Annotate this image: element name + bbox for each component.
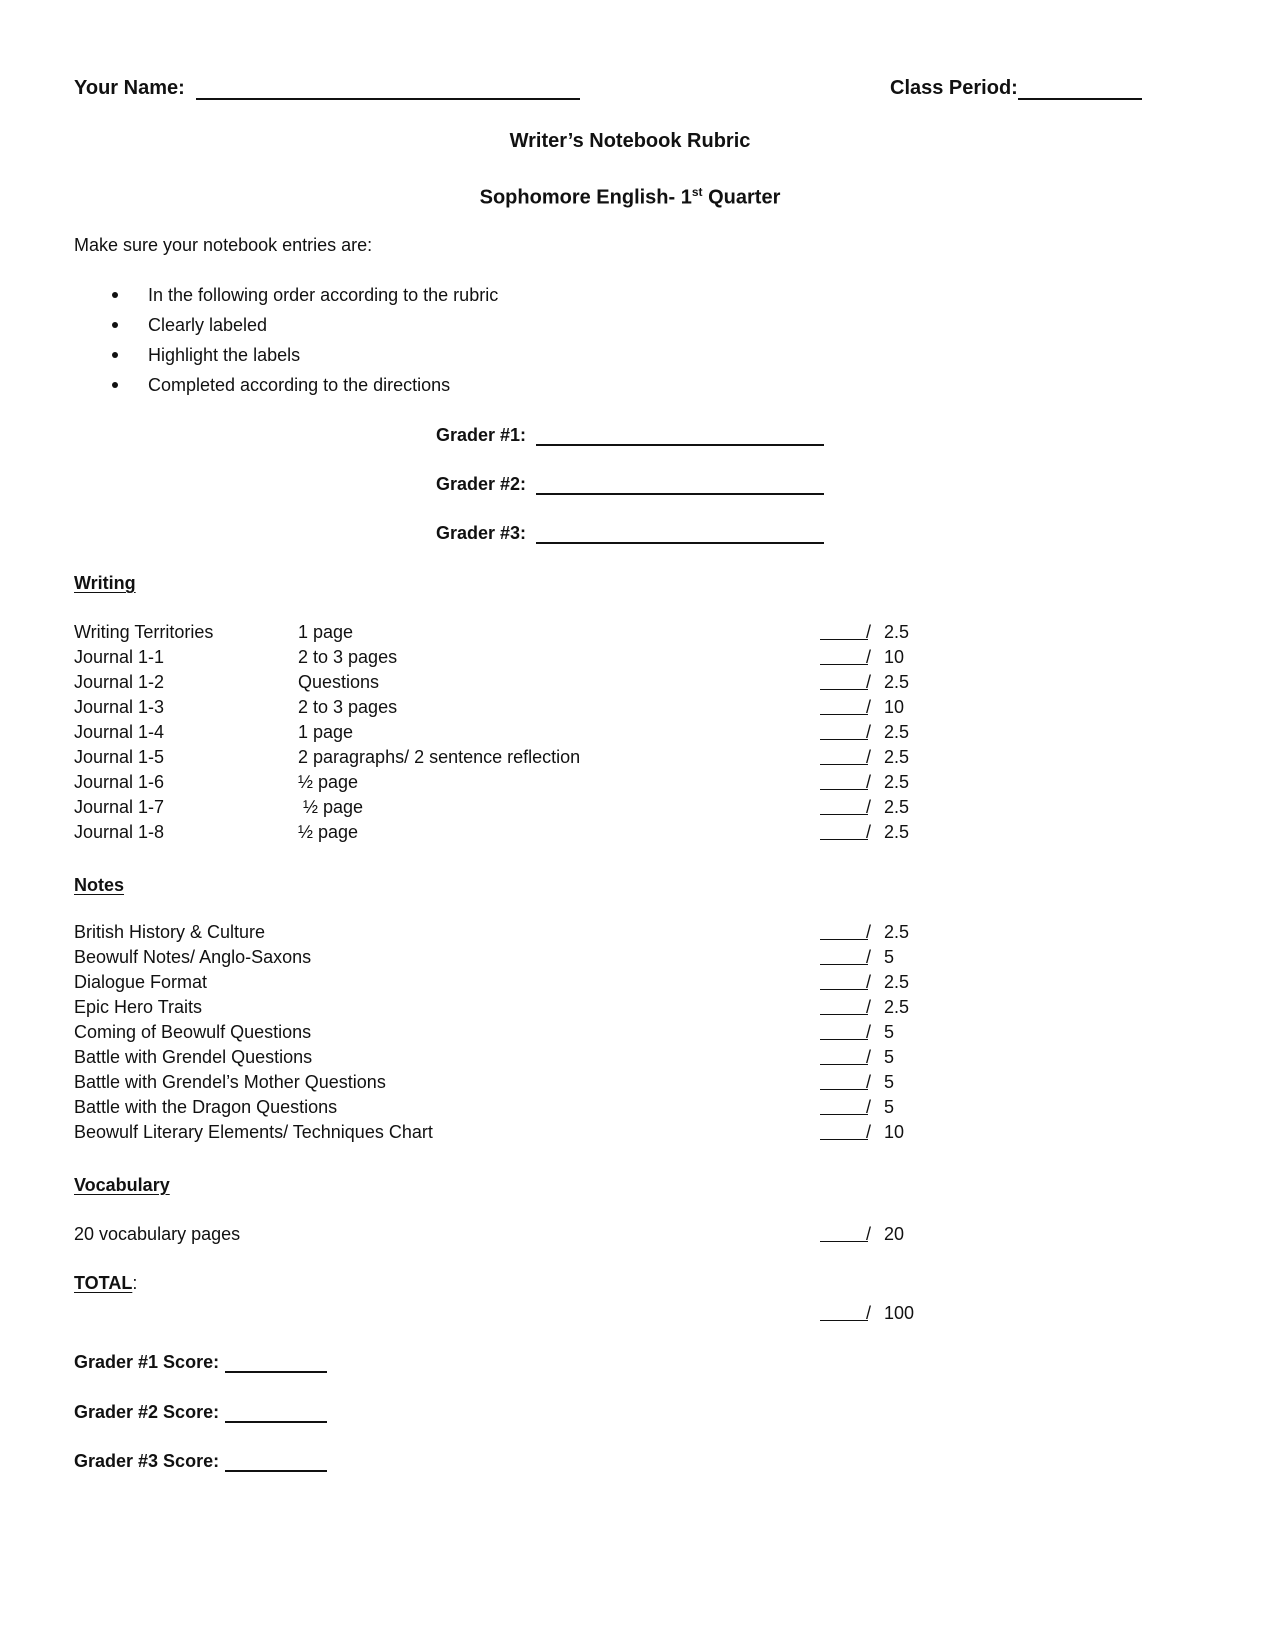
writing-row-score-slash: / xyxy=(866,647,872,667)
writing-row-label: Journal 1-6 xyxy=(74,772,165,792)
writing-row-label: Writing Territories xyxy=(74,622,214,642)
notes-row-score-max: 5 xyxy=(884,1022,895,1042)
grader-1-score-label: Grader #1 Score: xyxy=(74,1352,220,1372)
notes-row-score-slash: / xyxy=(866,947,872,967)
writing-row-label: Journal 1-1 xyxy=(74,647,165,667)
writing-row-score-max: 2.5 xyxy=(884,747,910,767)
total-label xyxy=(74,1272,137,1294)
grader-2-score-label: Grader #2 Score: xyxy=(74,1402,220,1422)
writing-row-requirement: 1 page xyxy=(298,622,354,642)
notes-heading: Notes xyxy=(74,875,125,895)
notes-row-score-blank[interactable] xyxy=(820,1064,868,1065)
writing-row-score-blank[interactable] xyxy=(820,664,868,665)
list-item-text: Clearly labeled xyxy=(148,315,268,335)
notes-row-score-blank[interactable] xyxy=(820,1089,868,1090)
writing-row-requirement: ½ page xyxy=(298,797,364,817)
notes-row-score-slash: / xyxy=(866,1122,872,1142)
writing-row-score-slash: / xyxy=(866,672,872,692)
writing-row-label: Journal 1-3 xyxy=(74,697,165,717)
list-item xyxy=(112,344,498,374)
bullet-icon xyxy=(112,322,118,328)
notes-row-label: Battle with Grendel Questions xyxy=(74,1047,313,1067)
notes-row-score-blank[interactable] xyxy=(820,989,868,990)
instruction-list xyxy=(112,284,498,404)
vocabulary-score-slash: / xyxy=(866,1224,872,1244)
writing-row-score-slash: / xyxy=(866,822,872,842)
vocabulary-score-max: 20 xyxy=(884,1224,905,1244)
writing-row-score-max: 10 xyxy=(884,697,905,717)
total-score-slash: / xyxy=(866,1303,872,1323)
writing-row-score-slash: / xyxy=(866,697,872,717)
writing-row-requirement: Questions xyxy=(298,672,380,692)
grader-3-score-blank[interactable] xyxy=(225,1470,327,1472)
subtitle-text: Sophomore English- 1 xyxy=(479,186,692,209)
notes-row-score-slash: / xyxy=(866,997,872,1017)
writing-row-score-blank[interactable] xyxy=(820,639,868,640)
writing-row-score-max: 2.5 xyxy=(884,622,910,642)
writing-row-score-slash: / xyxy=(866,772,872,792)
bullet-icon xyxy=(112,292,118,298)
writing-heading: Writing xyxy=(74,573,136,593)
notes-row-score-blank[interactable] xyxy=(820,939,868,940)
writing-row-requirement: ½ page xyxy=(298,822,359,842)
class-period-blank[interactable] xyxy=(1018,98,1142,100)
notes-row-score-blank[interactable] xyxy=(820,1039,868,1040)
grader-1-blank[interactable] xyxy=(536,444,824,446)
notes-row-label: Battle with Grendel’s Mother Questions xyxy=(74,1072,386,1092)
notes-row-label: British History & Culture xyxy=(74,922,266,942)
writing-row-label: Journal 1-8 xyxy=(74,822,165,842)
notes-row-score-max: 2.5 xyxy=(884,997,910,1017)
bullet-icon xyxy=(112,382,118,388)
notes-row-score-blank[interactable] xyxy=(820,1014,868,1015)
writing-row-score-blank[interactable] xyxy=(820,839,868,840)
writing-row-label: Journal 1-5 xyxy=(74,747,165,767)
writing-row-requirement: ½ page xyxy=(298,772,359,792)
notes-row-score-slash: / xyxy=(866,1022,872,1042)
writing-row-score-slash: / xyxy=(866,722,872,742)
notes-row-score-max: 2.5 xyxy=(884,972,910,992)
list-item xyxy=(112,284,498,314)
writing-row-requirement: 2 to 3 pages xyxy=(298,647,398,667)
notes-row-score-slash: / xyxy=(866,972,872,992)
grader-2-blank[interactable] xyxy=(536,493,824,495)
writing-row-label: Journal 1-7 xyxy=(74,797,165,817)
notes-row-label: Beowulf Literary Elements/ Techniques Chart xyxy=(74,1122,433,1142)
list-item-text: Completed according to the directions xyxy=(148,375,451,395)
notes-row-label: Beowulf Notes/ Anglo-Saxons xyxy=(74,947,312,967)
list-item-text: Highlight the labels xyxy=(148,345,301,365)
vocabulary-score-blank[interactable] xyxy=(820,1241,868,1242)
grader-2-label: Grader #2: xyxy=(436,474,527,494)
page-title: Writer’s Notebook Rubric xyxy=(509,130,751,152)
notes-row-score-max: 2.5 xyxy=(884,922,910,942)
total-label-text: TOTAL xyxy=(74,1273,133,1293)
notes-row-score-blank[interactable] xyxy=(820,1139,868,1140)
total-label-colon: : xyxy=(132,1273,138,1293)
notes-row-score-slash: / xyxy=(866,922,872,942)
grader-1-score-blank[interactable] xyxy=(225,1371,327,1373)
name-blank[interactable] xyxy=(196,98,580,100)
writing-row-score-slash: / xyxy=(866,622,872,642)
writing-row-score-max: 2.5 xyxy=(884,722,910,742)
notes-row-score-max: 5 xyxy=(884,1047,895,1067)
writing-row-score-slash: / xyxy=(866,797,872,817)
notes-row-score-slash: / xyxy=(866,1097,872,1117)
writing-row-score-blank[interactable] xyxy=(820,789,868,790)
notes-row-score-blank[interactable] xyxy=(820,1114,868,1115)
notes-row-score-slash: / xyxy=(866,1047,872,1067)
notes-row-score-max: 5 xyxy=(884,947,895,967)
writing-row-score-blank[interactable] xyxy=(820,764,868,765)
writing-row-label: Journal 1-2 xyxy=(74,672,165,692)
notes-row-label: Coming of Beowulf Questions xyxy=(74,1022,312,1042)
writing-row-score-blank[interactable] xyxy=(820,739,868,740)
subtitle-suffix: Quarter xyxy=(702,186,781,209)
writing-row-requirement: 1 page xyxy=(298,722,354,742)
intro-text: Make sure your notebook entries are: xyxy=(74,235,373,255)
notes-row-label: Battle with the Dragon Questions xyxy=(74,1097,338,1117)
class-period-label: Class Period: xyxy=(890,77,1018,99)
notes-row-score-max: 5 xyxy=(884,1097,895,1117)
writing-row-score-max: 2.5 xyxy=(884,822,910,842)
notes-row-label: Epic Hero Traits xyxy=(74,997,203,1017)
bullet-icon xyxy=(112,352,118,358)
total-score-blank[interactable] xyxy=(820,1320,868,1321)
page-subtitle xyxy=(0,180,1260,210)
writing-row-score-max: 2.5 xyxy=(884,672,910,692)
writing-row-score-blank[interactable] xyxy=(820,689,868,690)
writing-row-score-blank[interactable] xyxy=(820,714,868,715)
notes-row-score-max: 10 xyxy=(884,1122,905,1142)
grader-2-score-blank[interactable] xyxy=(225,1421,327,1423)
writing-row-requirement: 2 paragraphs/ 2 sentence reflection xyxy=(298,747,581,767)
total-score-max: 100 xyxy=(884,1303,915,1323)
subtitle-superscript: st xyxy=(691,185,703,199)
notes-row-score-max: 5 xyxy=(884,1072,895,1092)
writing-row-score-slash: / xyxy=(866,747,872,767)
name-label: Your Name: xyxy=(74,77,185,99)
writing-row-score-max: 2.5 xyxy=(884,797,910,817)
writing-row-label: Journal 1-4 xyxy=(74,722,165,742)
vocabulary-label: 20 vocabulary pages xyxy=(74,1224,241,1244)
writing-row-score-max: 10 xyxy=(884,647,905,667)
grader-3-label: Grader #3: xyxy=(436,523,527,543)
notes-row-label: Dialogue Format xyxy=(74,972,208,992)
grader-3-score-label: Grader #3 Score: xyxy=(74,1451,220,1471)
writing-row-score-blank[interactable] xyxy=(820,814,868,815)
list-item xyxy=(112,314,498,344)
list-item-text: In the following order according to the rubric xyxy=(148,285,499,305)
vocabulary-heading: Vocabulary xyxy=(74,1175,170,1195)
writing-row-requirement: 2 to 3 pages xyxy=(298,697,398,717)
list-item xyxy=(112,374,498,404)
notes-row-score-slash: / xyxy=(866,1072,872,1092)
grader-3-blank[interactable] xyxy=(536,542,824,544)
grader-1-label: Grader #1: xyxy=(436,425,527,445)
writing-row-score-max: 2.5 xyxy=(884,772,910,792)
notes-row-score-blank[interactable] xyxy=(820,964,868,965)
